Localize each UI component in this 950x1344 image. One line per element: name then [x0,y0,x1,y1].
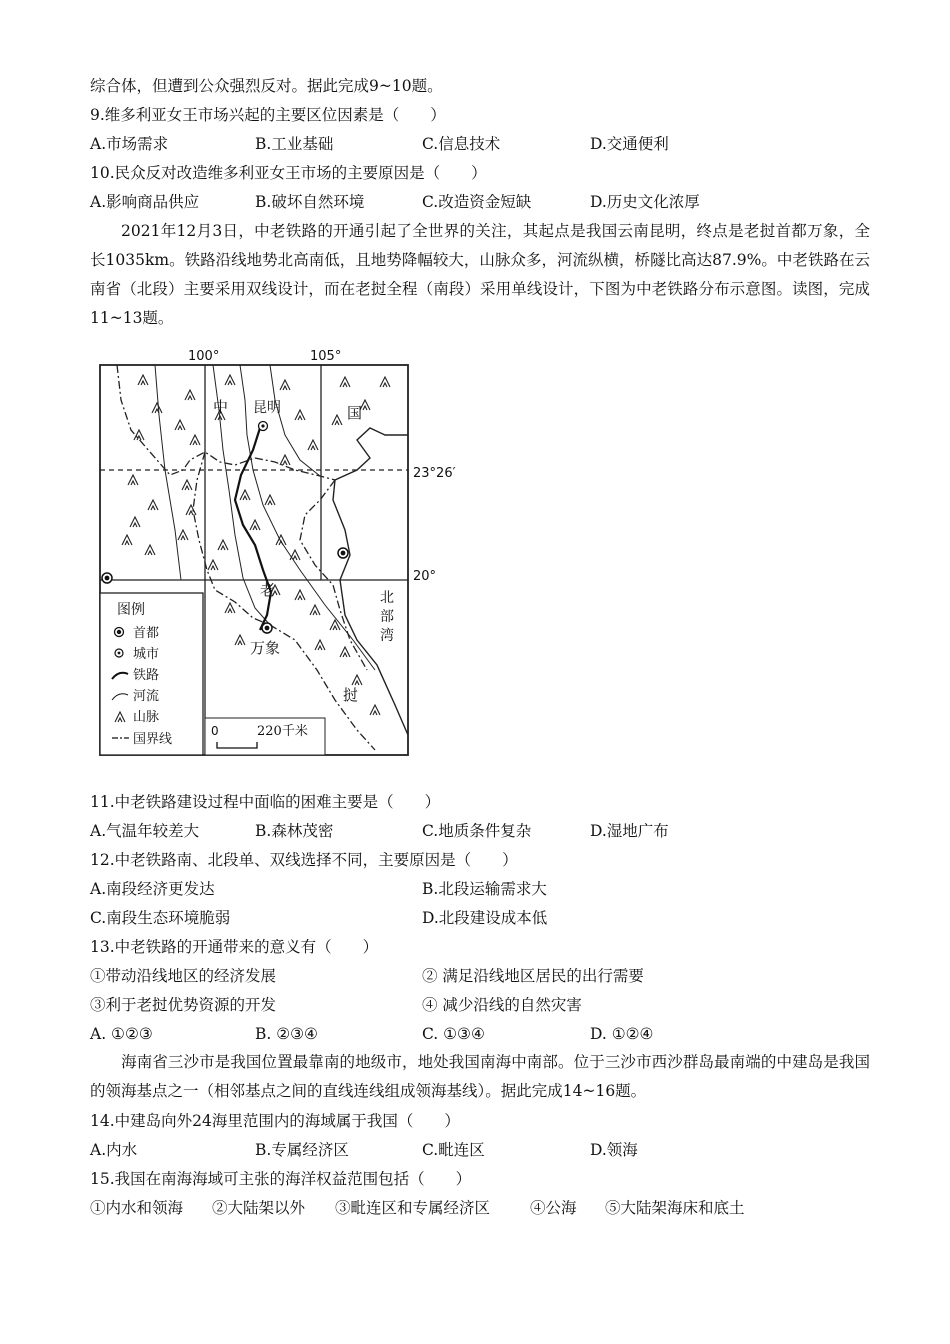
legend-item-city: 城市 [133,647,160,662]
question-12-stem: 12.中老铁路南、北段单、双线选择不同，主要原因是（ ） [90,851,518,869]
q10-option-c: C.改造资金短缺 [422,193,532,211]
lon-label-100: 100° [188,349,220,364]
border-laos-west [193,452,375,750]
lon-label-105: 105° [310,349,342,364]
label-laos-wo: 挝 [343,686,359,704]
q10-option-b: B.破坏自然环境 [255,193,365,211]
question-9-stem: 9.维多利亚女王市场兴起的主要区位因素是（ ） [90,106,446,124]
capital-symbol-vientiane [262,623,272,633]
q15-statement-2: ②大陆架以外 [212,1199,306,1217]
q12-option-b: B.北段运输需求大 [422,880,547,898]
q10-option-d: D.历史文化浓厚 [590,193,700,211]
q15-statement-3: ③毗连区和专属经济区 [335,1199,491,1217]
question-10-stem: 10.民众反对改造维多利亚女王市场的主要原因是（ ） [90,164,487,182]
legend-item-railway: 铁路 [133,668,160,683]
q13-option-a: A. ①②③ [90,1025,153,1043]
question-14-stem: 14.中建岛向外24海里范围内的海域属于我国（ ） [90,1112,460,1130]
river-3 [270,365,320,476]
capital-symbol-west [102,573,112,583]
q14-option-d: D.领海 [590,1141,638,1159]
legend-item-border: 国界线 [133,732,173,747]
q13-statement-2: ② 满足沿线地区居民的出行需要 [422,967,644,985]
label-gulf-bu: 部 [380,609,394,625]
border-laos-east [300,480,367,670]
china-laos-railway-map [95,340,475,765]
q15-statement-1: ①内水和领海 [90,1199,184,1217]
label-china-zhong: 中 [213,398,229,416]
q12-option-d: D.北段建设成本低 [422,909,548,927]
q14-option-c: C.毗连区 [422,1141,485,1159]
railway-passage: 2021年12月3日，中老铁路的开通引起了全世界的关注，其起点是我国云南昆明，终点是老挝首都万象，全长1035km。铁路沿线地势北高南低，且地势降幅较大，山脉众多，河流纵横，桥隧比高达87.9%。中老铁路在云南省（北段）主要采用双线设计，而在老挝全程（南段）采用单线设计，下图为中老铁路分布示意图。读图，完成11~13题。 [90,222,870,327]
scale-zero: 0 [211,724,219,738]
q13-statement-4: ④ 减少沿线的自然灾害 [422,996,582,1014]
q9-option-d: D.交通便利 [590,135,669,153]
q14-option-a: A.内水 [90,1141,138,1159]
label-laos-lao: 老 [260,581,276,599]
q11-option-c: C.地质条件复杂 [422,822,532,840]
q15-statement-5: ⑤大陆架海床和底土 [605,1199,745,1217]
lat-label-20: 20° [413,569,437,584]
capital-symbol-hanoi [338,548,348,558]
q11-option-b: B.森林茂密 [255,822,334,840]
label-kunming: 昆明 [253,400,281,416]
q13-statement-3: ③利于老挝优势资源的开发 [90,996,277,1014]
q14-option-b: B.专属经济区 [255,1141,349,1159]
passage-text-tail: 综合体，但遭到公众强烈反对。据此完成9~10题。 [90,77,443,95]
q12-option-a: A.南段经济更发达 [90,880,215,898]
label-china-guo: 国 [347,404,363,422]
label-gulf-wan: 湾 [380,628,394,644]
q11-option-d: D.湿地广布 [590,822,669,840]
q13-option-d: D. ①②④ [590,1025,654,1043]
q9-option-b: B.工业基础 [255,135,334,153]
q9-option-a: A.市场需求 [90,135,169,153]
q13-statement-1: ①带动沿线地区的经济发展 [90,967,277,985]
label-vientiane: 万象 [250,639,281,657]
question-13-stem: 13.中老铁路的开通带来的意义有（ ） [90,938,379,956]
q12-option-c: C.南段生态环境脆弱 [90,909,231,927]
legend-item-river: 河流 [133,689,160,704]
legend-title: 图例 [117,602,145,618]
label-gulf-bei: 北 [380,590,394,606]
legend-item-mountain: 山脉 [133,710,160,725]
question-11-stem: 11.中老铁路建设过程中面临的困难主要是（ ） [90,793,441,811]
q15-statement-4: ④公海 [530,1199,577,1217]
q10-option-a: A.影响商品供应 [90,193,200,211]
question-15-stem: 15.我国在南海海域可主张的海洋权益范围包括（ ） [90,1170,472,1188]
lat-label-tropic: 23°26′ [413,466,456,481]
q13-option-b: B. ②③④ [255,1025,318,1043]
q13-option-c: C. ①③④ [422,1025,485,1043]
legend-item-capital: 首都 [133,626,160,641]
city-symbol-kunming [259,422,268,431]
hainan-passage: 海南省三沙市是我国位置最靠南的地级市，地处我国南海中南部。位于三沙市西沙群岛最南端的中建岛是我国的领海基点之一（相邻基点之间的直线连线组成领海基线）。据此完成14~16题。 [90,1053,870,1100]
scale-label: 220千米 [257,724,308,739]
q9-option-c: C.信息技术 [422,135,501,153]
q11-option-a: A.气温年较差大 [90,822,200,840]
